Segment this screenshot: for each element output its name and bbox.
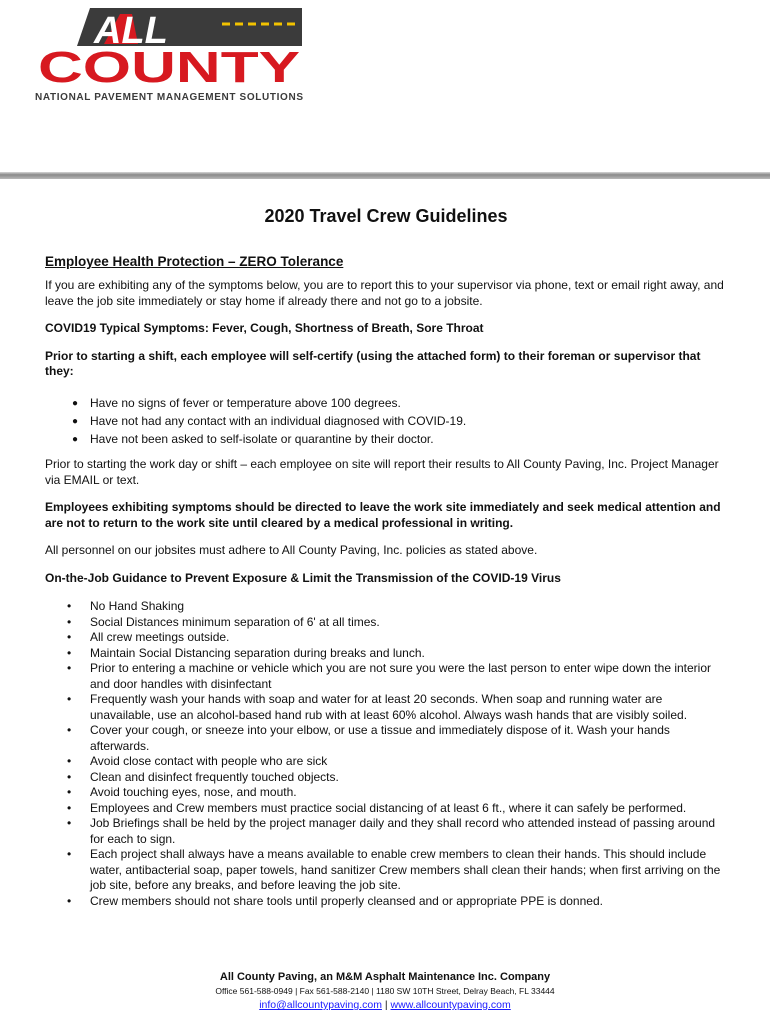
page-footer xyxy=(0,970,770,1013)
report-paragraph: Prior to starting the work day or shift – each employee on site will report their results to All County Paving, Inc. Project Manager via EMAIL or text. xyxy=(45,457,719,487)
list-item: • Cover your cough, or sneeze into your elbow, or use a tissue and immediately dispose of it. Wash your hands afterwards. xyxy=(45,723,727,754)
list-item: • Clean and disinfect frequently touched objects. xyxy=(45,770,727,786)
list-item: ● Have not been asked to self-isolate or quarantine by their doctor. xyxy=(45,432,727,448)
list-item: ● Have not had any contact with an individual diagnosed with COVID-19. xyxy=(45,414,727,430)
guidance-heading: On-the-Job Guidance to Prevent Exposure & Limit the Transmission of the COVID-19 Virus xyxy=(45,570,561,585)
footer-separator: | xyxy=(384,999,388,1011)
list-item: • Prior to entering a machine or vehicle which you are not sure you were the last person to enter wipe down the interior and door handles with disinfectant xyxy=(45,661,727,692)
email-link[interactable]: info@allcountypaving.com xyxy=(259,999,382,1011)
list-item: • No Hand Shaking xyxy=(45,599,727,615)
logo-word-all: ALL xyxy=(94,10,168,52)
header-divider xyxy=(0,172,770,179)
list-item: • Maintain Social Distancing separation during breaks and lunch. xyxy=(45,646,727,662)
intro-paragraph: If you are exhibiting any of the symptoms below, you are to report this to your supervisor via phone, text or email right away, and leave the job site immediately or stay home if already there and not go to a jobsite. xyxy=(45,278,724,308)
list-item: • All crew meetings outside. xyxy=(45,630,727,646)
list-item: • Crew members should not share tools until properly cleansed and or appropriate PPE is donned. xyxy=(45,894,727,910)
logo-tagline: NATIONAL PAVEMENT MANAGEMENT SOLUTIONS xyxy=(35,92,303,103)
list-item: • Avoid touching eyes, nose, and mouth. xyxy=(45,785,727,801)
list-item: • Job Briefings shall be held by the project manager daily and they shall record who attended instead of passing around for each to sign. xyxy=(45,816,727,847)
list-item: • Avoid close contact with people who are sick xyxy=(45,754,727,770)
guidance-list xyxy=(45,599,727,909)
list-item: • Social Distances minimum separation of 6' at all times. xyxy=(45,615,727,631)
footer-contact: Office 561-588-0949 | Fax 561-588-2140 | 1180 SW 10TH Street, Delray Beach, FL 33444 xyxy=(215,986,555,996)
directed-paragraph: Employees exhibiting symptoms should be directed to leave the work site immediately and seek medical attention and are not to return to the work site until cleared by a medical professional in writing. xyxy=(45,500,721,530)
list-item: • Each project shall always have a means available to enable crew members to clean their hands. This should include water, antibacterial soap, paper towels, hand sanitizer Crew members shall clean their hands; when first arriving on the job site, before any breaks, and before leaving the job site. xyxy=(45,847,727,894)
footer-links xyxy=(0,998,770,1013)
list-item: • Employees and Crew members must practice social distancing of at least 6 ft., where it can safely be performed. xyxy=(45,801,727,817)
website-link[interactable]: www.allcountypaving.com xyxy=(390,999,511,1011)
document-body xyxy=(45,205,727,909)
symptoms-line: COVID19 Typical Symptoms: Fever, Cough, Shortness of Breath, Sore Throat xyxy=(45,321,484,335)
self-certify-paragraph: Prior to starting a shift, each employee will self-certify (using the attached form) to their foreman or supervisor that they: xyxy=(45,348,701,378)
list-item: ● Have no signs of fever or temperature above 100 degrees. xyxy=(45,396,727,412)
certify-list xyxy=(45,396,727,448)
logo-word-county: COUNTY xyxy=(38,43,300,92)
document-title: 2020 Travel Crew Guidelines xyxy=(264,206,508,226)
list-item: • Frequently wash your hands with soap and water for at least 20 seconds. When soap and running water are unavailable, use an alcohol-based hand rub with at least 60% alcohol. Always wash hands that are visibly soiled. xyxy=(45,692,727,723)
footer-company: All County Paving, an M&M Asphalt Maintenance Inc. Company xyxy=(219,971,551,983)
company-logo xyxy=(32,6,312,106)
section-heading: Employee Health Protection – ZERO Tolerance xyxy=(45,254,344,269)
adhere-paragraph: All personnel on our jobsites must adhere to All County Paving, Inc. policies as stated above. xyxy=(45,543,538,557)
